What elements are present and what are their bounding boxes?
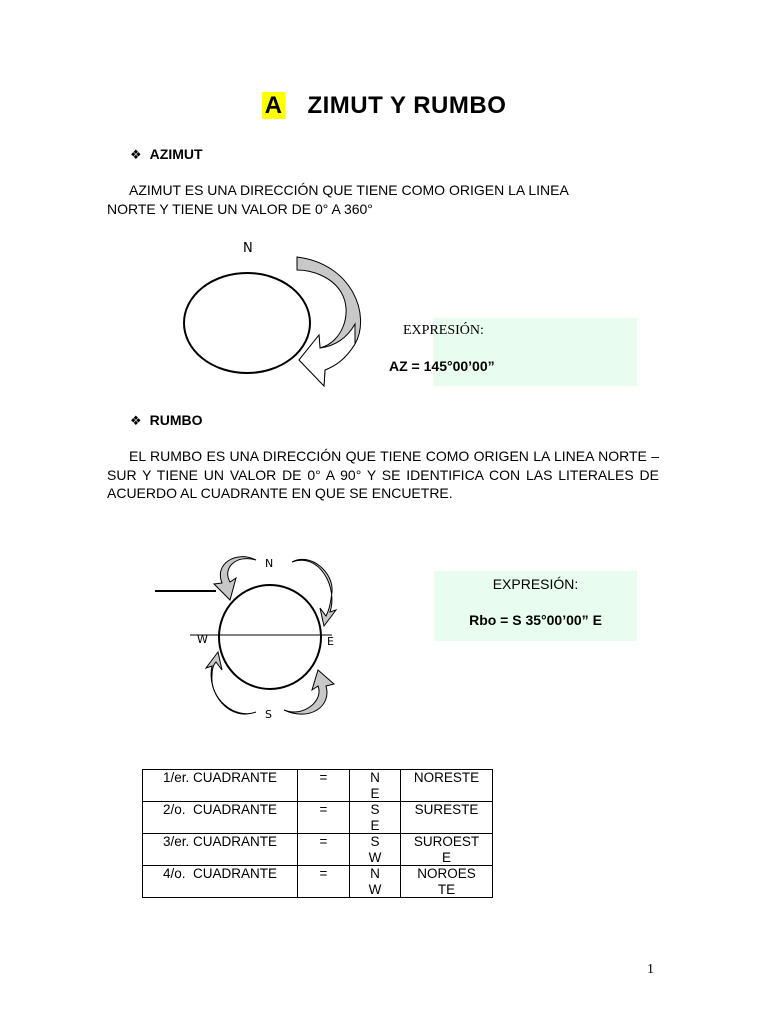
diamond-bullet-icon: ❖ [130, 413, 142, 428]
quadrant-name: 1/er. CUADRANTE [143, 770, 298, 802]
diamond-bullet-icon: ❖ [130, 147, 142, 162]
quadrant-letters: N W [350, 866, 401, 898]
equals-sign: = [298, 802, 350, 834]
quadrant-direction: NORESTE [401, 770, 493, 802]
azimut-heading [130, 146, 203, 163]
equals-sign: = [298, 770, 350, 802]
quadrant-direction: SURESTE [401, 802, 493, 834]
azimut-text-line2: NORTE Y TIENE UN VALOR DE 0° A 360° [107, 200, 373, 217]
quadrant-direction: SUROEST E [401, 834, 493, 866]
azimut-circle [184, 273, 310, 373]
quadrant-name: 2/o. CUADRANTE [143, 802, 298, 834]
table-row [143, 770, 493, 802]
table-row [143, 834, 493, 866]
quadrant-name: 3/er. CUADRANTE [143, 834, 298, 866]
table-row [143, 802, 493, 834]
table-row [143, 866, 493, 898]
rumbo-heading [130, 412, 203, 429]
page-title [0, 92, 768, 120]
rumbo-expression-value: Rbo = S 35°00’00” E [469, 612, 602, 628]
rumbo-compass-diagram [150, 550, 350, 730]
quadrant-direction: NOROES TE [401, 866, 493, 898]
quadrant-letters: S W [350, 834, 401, 866]
azimut-heading-text: AZIMUT [149, 146, 203, 162]
compass-south-label: S [265, 708, 272, 721]
title-highlight-letter: A [262, 92, 286, 119]
equals-sign: = [298, 866, 350, 898]
quadrant-letters: N E [350, 770, 401, 802]
compass-north-label: N [265, 557, 274, 570]
azimut-expression-label: EXPRESIÓN: [403, 323, 484, 338]
rumbo-heading-text: RUMBO [149, 412, 203, 428]
quadrant-name: 4/o. CUADRANTE [143, 866, 298, 898]
azimut-expression-value: AZ = 145°00’00” [389, 358, 495, 374]
azimut-paragraph [107, 181, 667, 218]
quadrant-letters: S E [350, 802, 401, 834]
rumbo-circle [219, 585, 321, 689]
compass-east-label: E [327, 635, 334, 648]
compass-west-label: W [197, 633, 208, 646]
quadrant-table [142, 769, 493, 898]
azimut-north-label: N [243, 241, 253, 256]
title-text: ZIMUT Y RUMBO [307, 92, 507, 119]
azimut-diagram [175, 250, 375, 390]
azimut-text-line1: AZIMUT ES UNA DIRECCIÓN QUE TIENE COMO ORIGEN LA LINEA [129, 182, 569, 198]
page-number: 1 [647, 962, 654, 977]
rumbo-paragraph: EL RUMBO ES UNA DIRECCIÓN QUE TIENE COMO ORIGEN LA LINEA NORTE – SUR Y TIENE UN VALOR DE 0° A 90° Y SE IDENTIFICA CON LAS LITERALES DE ACUERDO AL CUADRANTE EN QUE SE ENCUETRE. [107, 448, 659, 501]
equals-sign: = [298, 834, 350, 866]
rumbo-expression-label: EXPRESIÓN: [492, 576, 579, 592]
